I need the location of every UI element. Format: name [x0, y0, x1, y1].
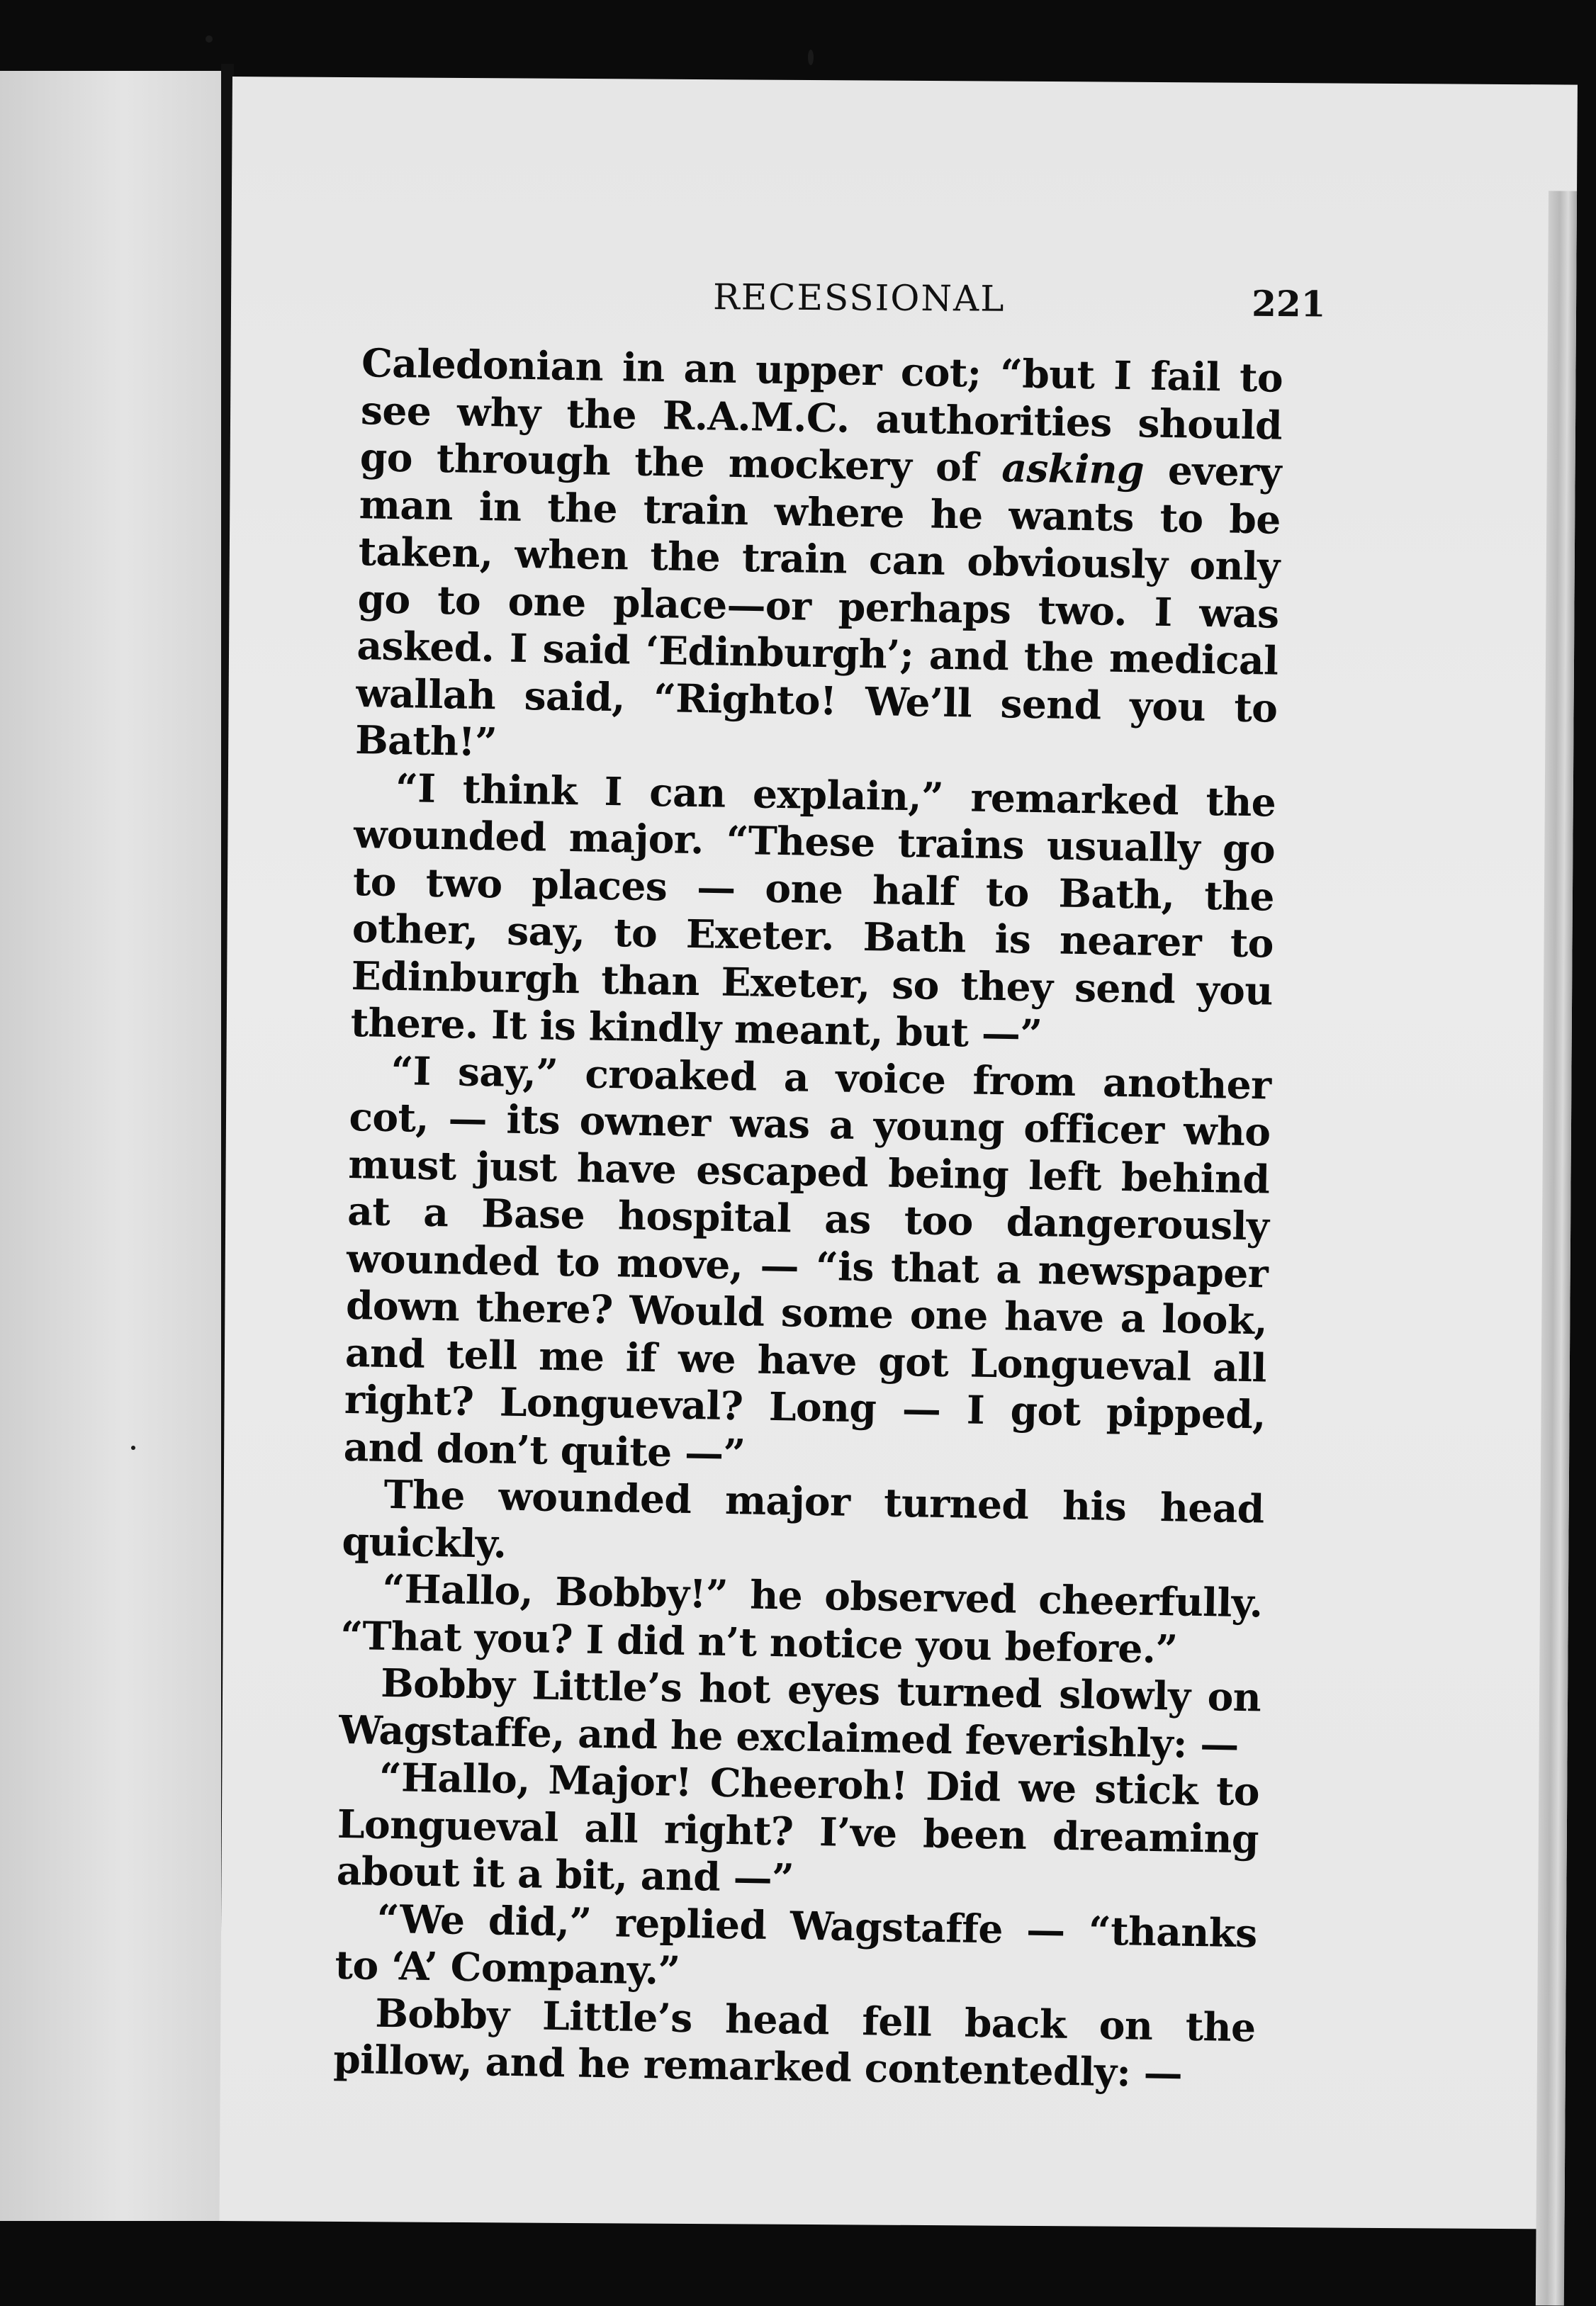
page-header [231, 268, 1576, 333]
body-text [333, 339, 1283, 2098]
text-run: Caledonian in an upper cot; “but I fail to see why the R.A.M.C. authorities should go through the mockery of [359, 339, 1283, 491]
paragraph [355, 339, 1283, 779]
book-page [220, 77, 1578, 2229]
text-run: every man in the train where he wants to be taken, when the train can obviously only go to one place—or perhaps two. I was asked. I said ‘Edinburgh’; and the medical wallah said, “Righto! We’ll send you to Bath!” [354, 446, 1282, 765]
paragraph: “I say,” croaked a voice from another cot, — its owner was a young officer who must just have escaped being left behind at a Base hospital as too dangerously wounded to move, — “is that a newspaper down there? Would some one have a look, and tell me if we have got Longueval all right? Longueval? Long — I got pipped, and don’t quite —” [343, 1047, 1272, 1476]
emphasized-word: asking [1001, 444, 1145, 493]
paragraph: The wounded major turned his head quickly. [342, 1470, 1265, 1567]
paragraph: “Hallo, Major! Cheeroh! Did we stick to Longueval all right? I’ve been dreaming about it a bit, and —” [336, 1753, 1260, 1901]
paragraph: “Hallo, Bobby!” he observed cheerfully. “That you? I did n’t notice you before.” [339, 1565, 1263, 1672]
scan-speck [131, 1446, 135, 1450]
paragraph: Bobby Little’s head fell back on the pillow, and he remarked contentedly: — [332, 1989, 1256, 2096]
paragraph: “I think I can explain,” remarked the wounded major. “These trains usually go to two places — one half to Bath, the other, say, to Exeter. Bath is nearer to Edinburgh than Exeter, so they send you there. It is kindly meant, but —” [350, 764, 1276, 1057]
paragraph: “We did,” replied Wagstaffe — “thanks to ‘A’ Company.” [335, 1895, 1258, 1993]
scan-speck [808, 50, 814, 65]
paragraph: Bobby Little’s hot eyes turned slowly on Wagstaffe, and he exclaimed feverishly: — [338, 1659, 1261, 1767]
scan-speck [206, 35, 213, 43]
facing-page-edge [0, 71, 225, 2221]
page-number: 221 [1251, 282, 1326, 325]
running-head: RECESSIONAL [712, 276, 1006, 320]
page-stack-edge [1536, 191, 1577, 2305]
